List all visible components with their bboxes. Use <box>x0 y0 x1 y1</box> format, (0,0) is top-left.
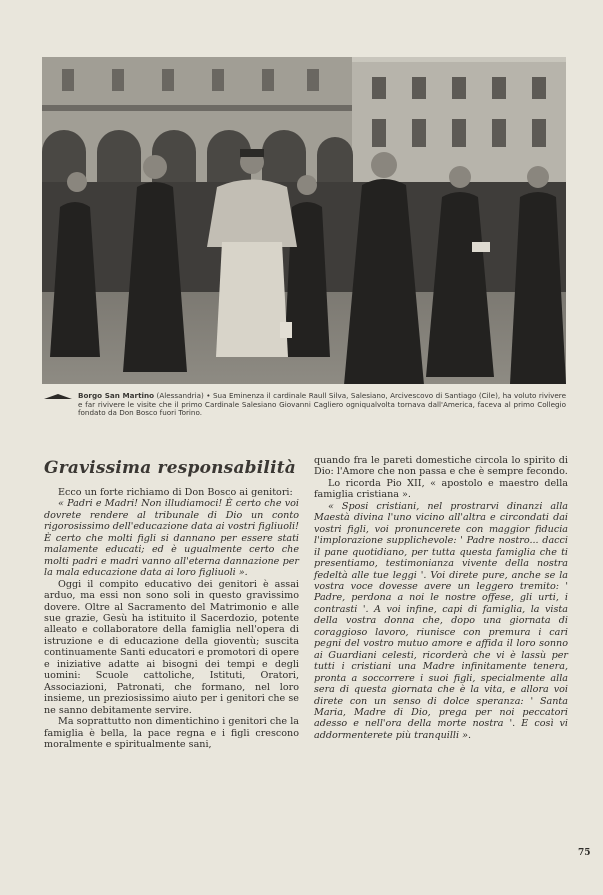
quote-paragraph: « Sposi cristiani, nel prostrarvi dinanzi alla Maestà divina l'uno vicino all'altra e circondati dai vostri figli, voi pronuncerete con maggior fiducia l'implorazione supplichevole: ' Padre nostro... dacci il pane quotidiano, per tutta questa famiglia che ti presentiamo, testimonianza vivente della nostra fedeltà alle tue leggi '. Voi direte pure, anche se la vostra voce dovesse avere un leggero tremito: ' Padre, perdona a noi le nostre offese, gli urti, i contrasti '. A voi infine, capi di famiglia, la vista della vostra donna che, dopo una giornata di coraggioso lavoro, riunisce con premura i cari pegni del vostro mutuo amore e affida il loro sonno ai Guardiani celesti, ricorderà che vi è lassù per tutti i cristiani una Madre infinitamente tenera, pronta a soccorrere i suoi figli, specialmente alla sera di questa giornata che è la vita, e allora voi direte con un senso di dolce speranza: ' Santa Maria, Madre di Dio, prega per noi peccatori adesso e nell'ora della morte nostra '. E così vi addormenterete più tranquilli ». <box>314 500 568 741</box>
paragraph: Ecco un forte richiamo di Don Bosco ai genitori: <box>58 487 293 498</box>
left-column <box>44 458 299 750</box>
caption-text: (Alessandria) • Sua Eminenza il cardinale Raull Silva, Salesiano, Arcivescovo di Santiago (Cile), ha voluto rivivere e far rivivere le visite che il primo Cardinale Salesiano Giovanni Cagliero ogniqualvolta tornava dall'America, faceva al primo Collegio fondato da Don Bosco fuori Torino. <box>78 391 566 418</box>
right-column <box>314 455 568 741</box>
article-heading: Gravissima responsabilità <box>44 458 296 478</box>
photograph <box>42 57 566 384</box>
paragraph: Ma soprattutto non dimentichino i genitori che la famiglia è bella, la pace regna e i figli crescono moralmente e spiritualmente sani, <box>44 716 299 750</box>
paragraph: quando fra le pareti domestiche circola lo spirito di Dio: l'Amore che non passa e che è sempre fecondo. <box>314 455 568 478</box>
paragraph: Oggi il compito educativo dei genitori è assai arduo, ma essi non sono soli in questo gravissimo dovere. Oltre al Sacramento del Matrimonio e alle sue grazie, Gesù ha istituito il Sacerdozio, potente alleato e collaboratore della famiglia nell'opera di istruzione e di educazione della gioventù; suscita continuamente Santi educatori e promotori di opere e iniziative adatte ai bisogni dei tempi e degli uomini: Scuole cattoliche, Istituti, Oratori, Associazioni, Patronati, che formano, nel loro insieme, un preziosissimo aiuto per i genitori che se ne sanno debitamente servire. <box>44 578 299 716</box>
photo-caption <box>44 392 566 418</box>
quote-paragraph: « Padri e Madri! Non illudiamoci! È certo che voi dovrete rendere al tribunale di Dio un conto rigorosissimo dell'educazione data ai vostri figliuoli! È certo che molti figli si dannano per essere stati malamente educati; ed è ugualmente certo che molti padri e madri vanno all'eterna dannazione per la mala educazione data ai loro figliuoli ». <box>44 498 299 579</box>
photograph-illustration <box>42 57 566 384</box>
paragraph: Lo ricorda Pio XII, « apostolo e maestro della famiglia cristiana ». <box>314 477 568 501</box>
page-number: 75 <box>578 848 591 858</box>
caption-place: Borgo San Martino <box>78 391 155 400</box>
caption-arrow-icon <box>44 394 72 400</box>
